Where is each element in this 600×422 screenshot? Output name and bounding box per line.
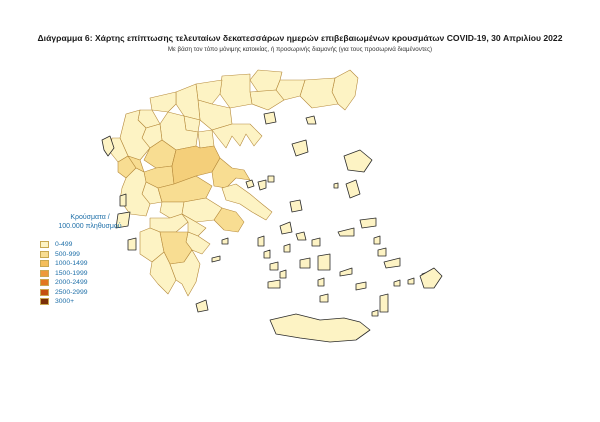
- legend-swatch: [40, 270, 49, 277]
- island-psara: [334, 183, 338, 188]
- legend-label: 500-999: [55, 250, 80, 258]
- legend-items: [40, 240, 160, 307]
- region-chalkidiki: [212, 124, 262, 148]
- map-legend: [40, 213, 160, 307]
- legend-swatch: [40, 241, 49, 248]
- island-kea: [258, 236, 264, 246]
- map-title: Διάγραμμα 6: Χάρτης επίπτωσης τελευταίων δεκατεσσάρων ημερών επιβεβαιωμένων κρουσμάτων COVID-19, 30 Απριλίου 2022: [37, 33, 563, 43]
- island-amorgos: [340, 268, 352, 276]
- legend-label: 2500-2999: [55, 288, 88, 296]
- island-syros: [284, 244, 290, 252]
- legend-item: [40, 259, 160, 269]
- island-aegina: [222, 238, 228, 244]
- legend-title-line2: 100.000 πληθυσμού: [58, 223, 122, 230]
- region-florina: [150, 92, 176, 112]
- island-thasos: [264, 112, 276, 124]
- region-serres: [220, 74, 252, 108]
- island-nisyros: [394, 280, 400, 286]
- island-kalymnos: [378, 248, 386, 256]
- island-hydra: [212, 256, 220, 262]
- island-kythnos: [264, 250, 270, 258]
- island-skyros: [290, 200, 302, 212]
- island-lesvos: [344, 150, 372, 172]
- island-andros: [280, 222, 292, 234]
- legend-label: 0-499: [55, 241, 73, 249]
- legend-item: [40, 240, 160, 250]
- island-ikaria: [338, 228, 354, 236]
- legend-label: 3000+: [55, 298, 75, 306]
- legend-title-line1: Κρούσματα /: [70, 214, 110, 221]
- island-alonissos: [268, 176, 274, 182]
- island-chios: [346, 180, 360, 198]
- island-naxos: [318, 254, 330, 270]
- legend-item: [40, 288, 160, 298]
- island-rhodes: [420, 268, 442, 288]
- legend-item: [40, 297, 160, 307]
- island-kythira: [196, 300, 208, 312]
- island-crete: [270, 314, 370, 342]
- legend-item: [40, 250, 160, 260]
- legend-swatch: [40, 260, 49, 267]
- legend-swatch: [40, 251, 49, 258]
- legend-swatch: [40, 279, 49, 286]
- legend-swatch: [40, 289, 49, 296]
- island-milos: [268, 280, 280, 288]
- island-kasos: [372, 310, 378, 316]
- region-pieria: [198, 130, 214, 148]
- island-karpathos: [380, 294, 388, 312]
- island-lefkada: [120, 194, 126, 206]
- legend-label: 2000-2499: [55, 279, 88, 287]
- island-serifos: [270, 262, 278, 270]
- island-paros: [300, 258, 310, 268]
- island-skopelos: [258, 180, 266, 190]
- island-astypalaia: [356, 282, 366, 290]
- island-skiathos: [246, 180, 254, 188]
- region-rodopi: [300, 78, 338, 108]
- island-samothraki: [306, 116, 316, 124]
- legend-title: [40, 213, 140, 231]
- island-leros: [374, 236, 380, 244]
- island-santorini: [320, 294, 328, 302]
- legend-item: [40, 269, 160, 279]
- map-subtitle: Με βάση τον τόπο μόνιμης κατοικίας, ή προσωρινής διαμονής (για τους προσωρινά διαμένοντες): [167, 46, 433, 53]
- legend-swatch: [40, 298, 49, 305]
- island-samos: [360, 218, 376, 228]
- island-tinos: [296, 232, 306, 240]
- island-lemnos: [292, 140, 308, 156]
- legend-item: [40, 278, 160, 288]
- island-sifnos: [280, 270, 286, 278]
- legend-label: 1000-1499: [55, 260, 88, 268]
- island-ios: [318, 278, 324, 286]
- island-kos: [384, 258, 400, 268]
- region-magnisia: [212, 158, 250, 188]
- island-mykonos: [312, 238, 320, 246]
- island-tilos: [408, 278, 414, 284]
- legend-label: 1500-1999: [55, 269, 88, 277]
